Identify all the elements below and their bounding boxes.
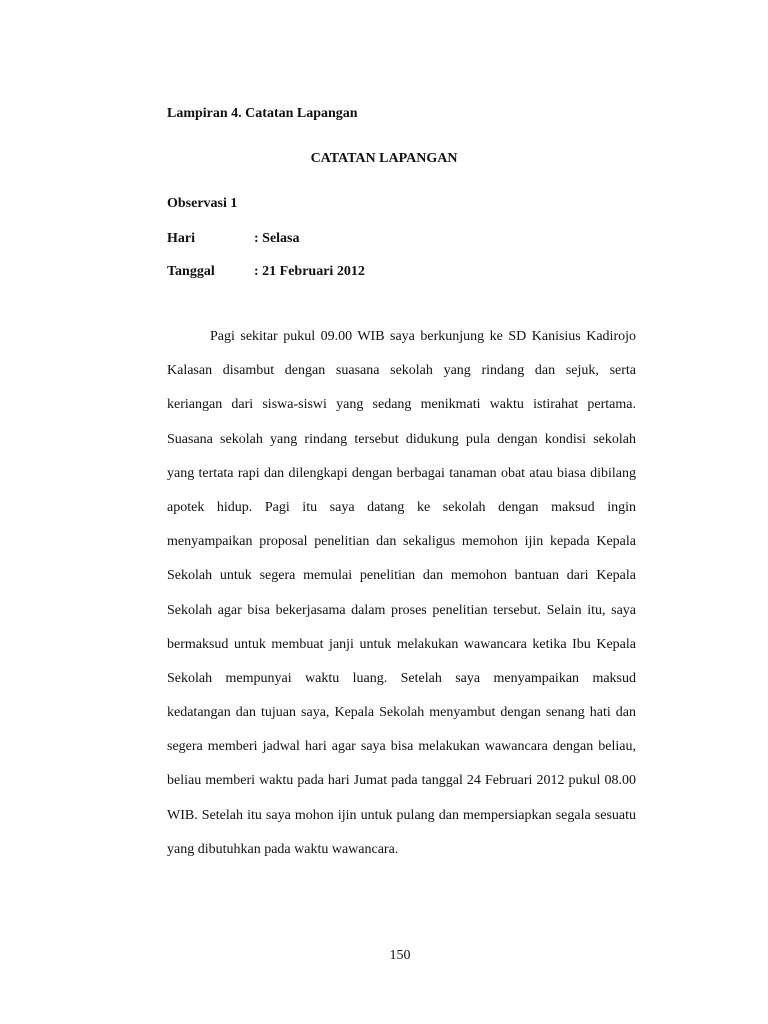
observation-heading: Observasi 1 bbox=[167, 196, 238, 211]
page-number: 150 bbox=[389, 948, 411, 963]
paragraph-line: yang dibutuhkan pada waktu wawancara. bbox=[167, 841, 399, 857]
paragraph-line: Suasana sekolah yang rindang tersebut didukung pula dengan kondisi sekolah bbox=[167, 431, 636, 447]
paragraph-line: Pagi sekitar pukul 09.00 WIB saya berkunjung ke SD Kanisius Kadirojo bbox=[210, 329, 636, 344]
paragraph-line: keriangan dari siswa-siswi yang sedang menikmati waktu istirahat pertama. bbox=[167, 397, 636, 413]
paragraph-line: WIB. Setelah itu saya mohon ijin untuk pulang dan mempersiapkan segala sesuatu bbox=[167, 807, 636, 823]
paragraph-line: Sekolah untuk segera memulai penelitian dan memohon bantuan dari Kepala bbox=[167, 568, 636, 584]
paragraph-line: kedatangan dan tujuan saya, Kepala Sekolah menyambut dengan senang hati dan bbox=[167, 705, 636, 721]
paragraph-line: segera memberi jadwal hari agar saya bisa melakukan wawancara dengan beliau, bbox=[167, 739, 636, 755]
appendix-heading: Lampiran 4. Catatan Lapangan bbox=[167, 106, 358, 121]
hari-label: Hari bbox=[167, 231, 195, 246]
tanggal-label: Tanggal bbox=[167, 264, 215, 279]
observation-paragraph bbox=[167, 327, 636, 874]
paragraph-line: yang tertata rapi dan dilengkapi dengan berbagai tanaman obat atau biasa dibilang bbox=[167, 465, 636, 481]
paragraph-line: menyampaikan proposal penelitian dan sekaligus memohon ijin kepada Kepala bbox=[167, 534, 636, 550]
paragraph-line: Sekolah agar bisa bekerjasama dalam proses penelitian tersebut. Selain itu, saya bbox=[167, 602, 636, 618]
paragraph-line: Sekolah mempunyai waktu luang. Setelah saya menyampaikan maksud bbox=[167, 670, 636, 686]
paragraph-line: beliau memberi waktu pada hari Jumat pada tanggal 24 Februari 2012 pukul 08.00 bbox=[167, 773, 636, 789]
paragraph-line: bermaksud untuk membuat janji untuk melakukan wawancara ketika Ibu Kepala bbox=[167, 636, 636, 652]
tanggal-value: : 21 Februari 2012 bbox=[254, 264, 365, 279]
document-title: CATATAN LAPANGAN bbox=[310, 151, 458, 166]
hari-value: : Selasa bbox=[254, 231, 300, 246]
paragraph-line: apotek hidup. Pagi itu saya datang ke sekolah dengan maksud ingin bbox=[167, 499, 636, 515]
paragraph-line: Kalasan disambut dengan suasana sekolah yang rindang dan sejuk, serta bbox=[167, 363, 636, 379]
